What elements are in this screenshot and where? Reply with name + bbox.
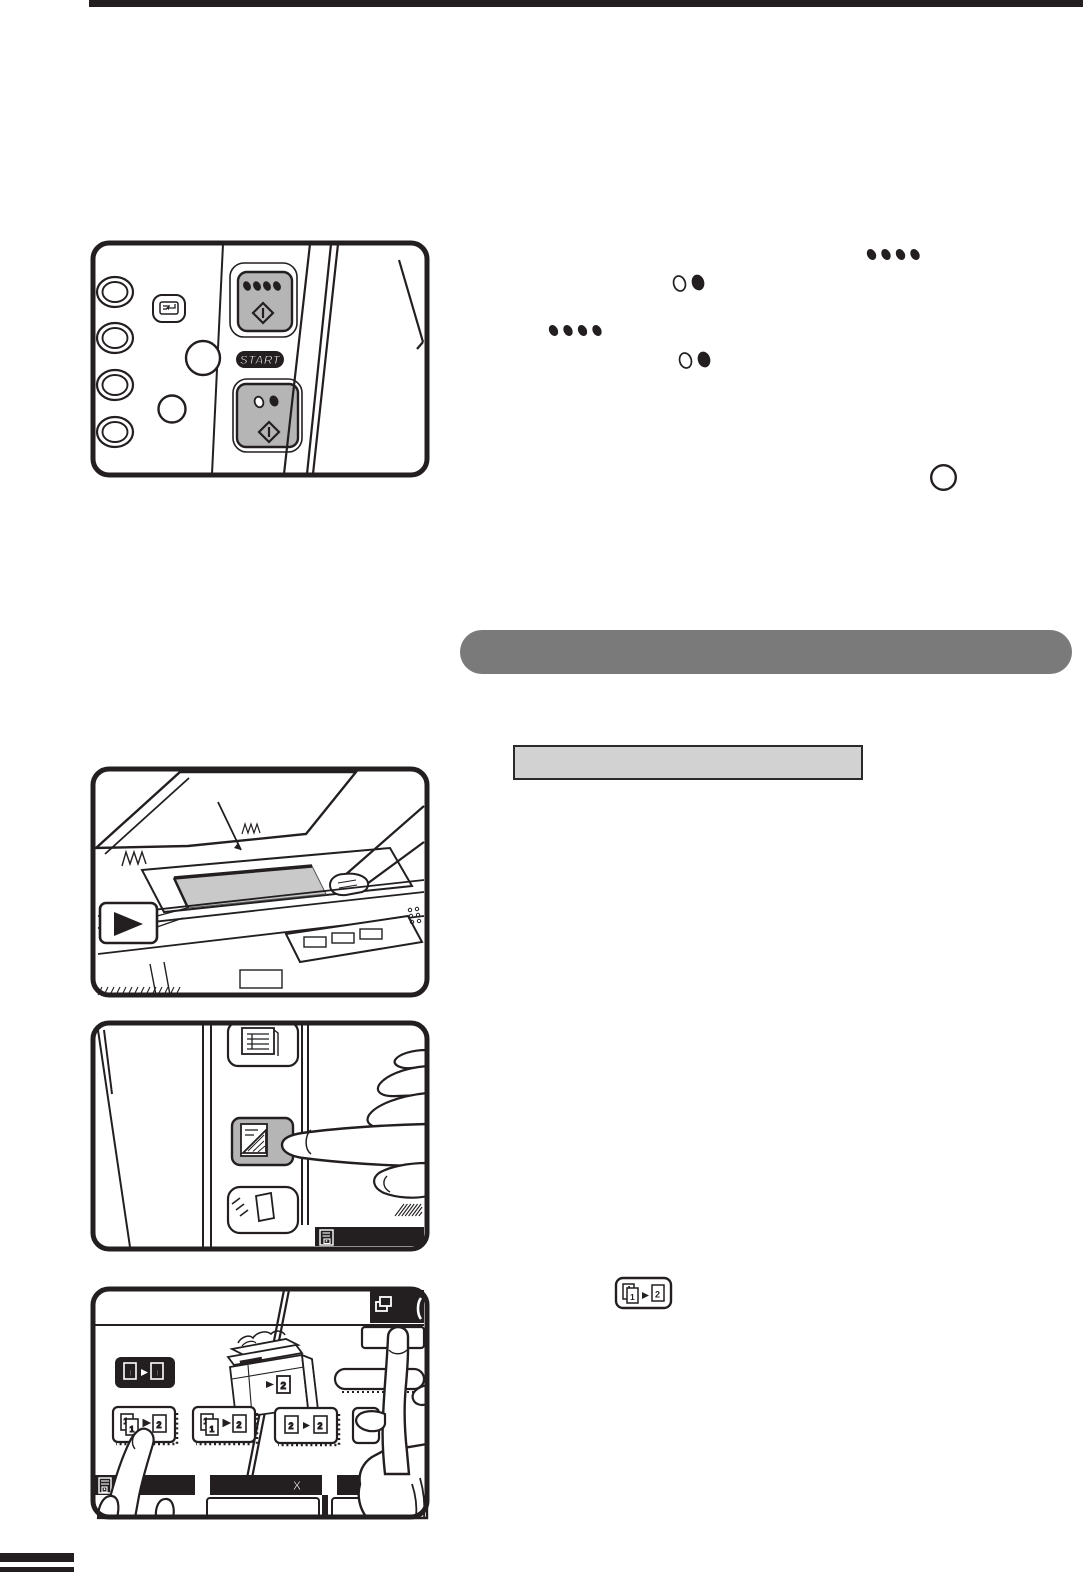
colour-start-dots-icon [546, 322, 604, 344]
svg-text:2: 2 [288, 1421, 294, 1431]
svg-text:2: 2 [655, 1289, 661, 1300]
header-rule [89, 0, 1083, 7]
svg-text:2: 2 [317, 1421, 323, 1431]
screen-header [370, 1290, 424, 1323]
colour-start-dots-icon [864, 246, 922, 268]
bw-start-dots-icon [671, 272, 708, 299]
control-panel-illustration [90, 240, 430, 478]
screen-corner-bar [315, 1227, 424, 1246]
interrupt-key-icon [153, 295, 185, 322]
duplex-1-to-2-icon [614, 1276, 673, 1315]
clear-key [186, 341, 220, 375]
colour-copy-start-key [230, 263, 297, 337]
section-heading-banner [460, 630, 1072, 674]
cancel-x-label: X [292, 1478, 302, 1493]
simplex-1to1-key [115, 1357, 175, 1388]
note-heading-box [513, 745, 863, 780]
page-marker-bar [0, 1553, 74, 1562]
paper-output-key [228, 1187, 298, 1233]
start-label: START [239, 353, 281, 367]
duplex-2to2-key [275, 1408, 339, 1445]
duplex-touchscreen-illustration: 1 1 1 2 2 2 X [90, 1286, 430, 1520]
start-label-pill [236, 351, 284, 368]
step-marker-circle-icon [929, 463, 958, 497]
message-bar [335, 1369, 424, 1392]
press-original-type-key-illustration [90, 1020, 430, 1252]
svg-text:2: 2 [280, 1381, 287, 1392]
svg-text:1: 1 [154, 1368, 160, 1378]
svg-text:1: 1 [127, 1368, 133, 1378]
svg-text:1: 1 [630, 1292, 635, 1302]
duplex-1to2-key [193, 1407, 257, 1444]
small-round-key [159, 396, 186, 423]
bw-start-dots-icon [677, 349, 714, 376]
place-original-illustration [90, 766, 430, 998]
page-marker-bar [0, 1567, 74, 1572]
document-list-key [228, 1022, 298, 1066]
